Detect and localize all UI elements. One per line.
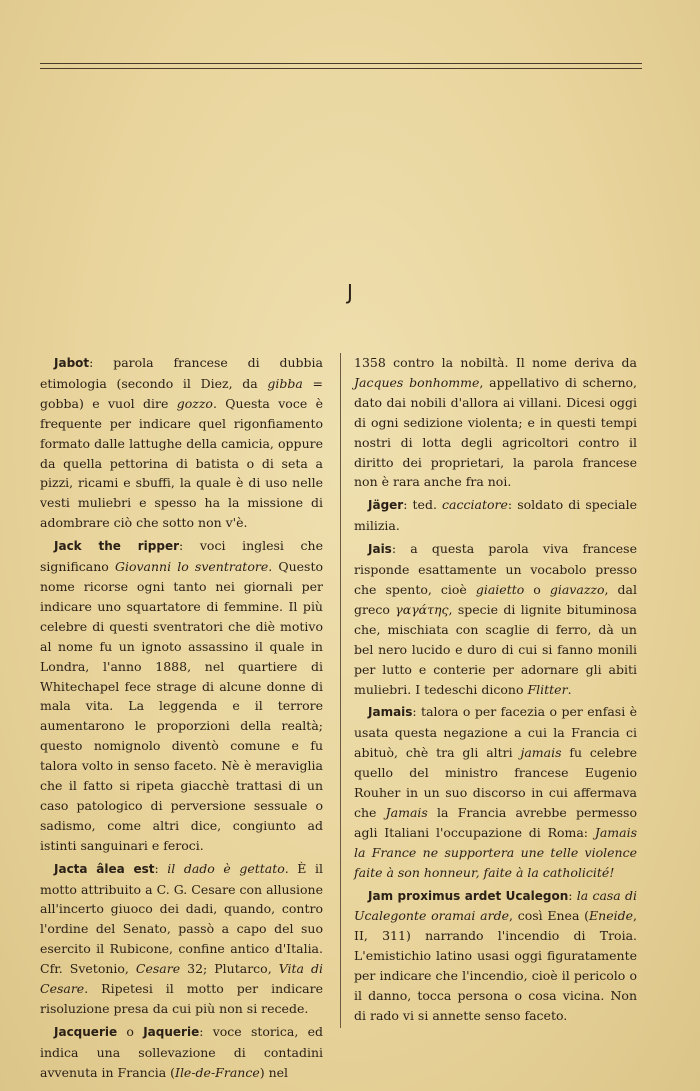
- entry-italic-text: cacciatore: [442, 497, 508, 513]
- dictionary-entry: [40, 1022, 323, 1083]
- entry-headword-variant: Jaquerie: [143, 1024, 200, 1039]
- entry-text: .: [567, 681, 572, 697]
- entry-text: :: [568, 887, 577, 903]
- entry-text: o: [524, 581, 550, 597]
- entry-italic-text: γαγάτης: [395, 601, 449, 617]
- header-rule-bottom: [40, 68, 642, 69]
- entry-text: . Ripetesi il motto per indicare risoluzione presa da cui più non si recede.: [40, 981, 323, 1016]
- entry-italic-text: Cesare: [135, 961, 181, 977]
- entry-text: ) nel: [259, 1064, 289, 1080]
- dictionary-entry: [40, 859, 323, 1019]
- entry-headword: Jack the ripper: [54, 539, 180, 554]
- entry-italic-text: giavazzo: [549, 581, 605, 597]
- entry-italic-text: Eneide: [589, 908, 634, 924]
- left-column: [40, 353, 323, 1086]
- entry-headword: Jacta âlea est: [54, 861, 155, 876]
- entry-headword: Jamais: [368, 705, 413, 720]
- entry-text: . Questo nome ricorse ogni tanto nei giornali per indicare uno squartatore di femmine. Il più celebre di questi sventratori che diè motivo al nome fu un ignoto assassino il quale in Londra, l'anno 1888, nel quartiere di Whitechapel fece strage di alcune donne di mala vita. La leggenda e il terrore aumentarono le proporzioni della realtà; questo nomignolo diventò comune e fu talora volto in senso faceto. Nè è meraviglia che il fatto si ripeta giacchè trattasi di un caso patologico di perversione sessuale o sadismo, come altri dice, congiunto ad istinti sanguinari e feroci.: [40, 559, 323, 853]
- entry-italic-text: il dado è gettato: [167, 860, 285, 876]
- entry-text: : voce storica, ed indica una sollevazione di contadini avvenuta in Francia (: [40, 1023, 323, 1080]
- entry-text: la Francia avrebbe permesso agli Italiani l'occupazione di Roma:: [354, 804, 637, 840]
- entry-italic-text: jamais: [520, 745, 562, 761]
- entry-italic-text: Jamais: [385, 804, 428, 820]
- entry-text: , II, 311) narrando l'incendio di Troia. L'emistichio latino usasi oggi figuratamente per indicare che l'incendio, cioè il pericolo o il danno, tocca persona o cosa vicina. Non di rado vi si annette senso faceto.: [354, 908, 637, 1023]
- entry-headword: Jacquerie: [54, 1024, 118, 1039]
- entry-headword: Jäger: [368, 498, 404, 513]
- entry-text: , dal greco: [354, 581, 637, 617]
- entry-text: , specie di lignite bituminosa che, mischiata con scaglie di ferro, dà un bel nero lucido e duro di cui si fanno monili per lutto e conterie per adornare gli abiti muliebri. I tedeschi dicono: [354, 601, 638, 697]
- entry-text: : voci inglesi che significano: [40, 538, 323, 575]
- entry-text: : talora o per facezia o per enfasi è usata questa negazione a cui la Francia ci abituò, chè tra gli altri: [354, 704, 637, 761]
- dictionary-entry: [354, 886, 637, 1026]
- entry-text: : ted.: [403, 497, 443, 513]
- entry-text: . È il motto attribuito a C. G. Cesare con allusione all'incerto giuoco dei dadi, quando, contro l'ordine del Senato, passò a capo del suo esercito il Rubicone, confine antico d'Italia. Cfr. Svetonio,: [40, 860, 323, 977]
- entry-text: : parola francese di dubbia etimologia (secondo il Diez, da: [40, 355, 323, 391]
- entry-text: :: [154, 860, 168, 876]
- dictionary-entry: [40, 536, 323, 856]
- entry-italic-text: Flitter: [527, 681, 568, 697]
- dictionary-entry: [354, 353, 637, 492]
- entry-italic-text: la casa di Ucalegonte oramai arde: [354, 887, 638, 924]
- header-rule-top: [40, 63, 642, 64]
- entry-headword: Jais: [368, 542, 392, 557]
- entry-text: = gobba) e vuol dire: [40, 375, 323, 411]
- entry-italic-text: Giovanni lo sventratore: [114, 559, 269, 575]
- entry-italic-text: Jamais la France ne supportera une telle violence faite à son honneur, faite à la catholicité!: [354, 824, 637, 880]
- column-divider: [340, 353, 341, 1028]
- entry-headword: Jabot: [54, 356, 90, 370]
- entry-text: fu celebre quello del ministro francese Eugenio Rouher in un suo discorso in cui affermava che: [354, 745, 637, 820]
- entry-text: 32; Plutarco,: [180, 961, 279, 977]
- entry-text: : soldato di speciale milizia.: [354, 497, 638, 534]
- right-column: [354, 353, 637, 1029]
- section-letter: J: [347, 280, 353, 304]
- entry-text: o: [117, 1023, 144, 1039]
- entry-italic-text: gibba: [267, 375, 303, 391]
- entry-italic-text: gozzo: [176, 395, 213, 411]
- entry-italic-text: Ile-de-France: [175, 1064, 260, 1080]
- entry-italic-text: Jacques bonhomme: [354, 374, 480, 390]
- entry-headword: Jam proximus ardet Ucalegon: [368, 888, 569, 903]
- entry-text: : a questa parola viva francese risponde esattamente un vocabolo presso che spento, cioè: [354, 541, 637, 597]
- entry-italic-text: giaietto: [475, 581, 525, 597]
- entry-text: , appellativo di scherno, dato dai nobili d'allora ai villani. Dicesi oggi di ogni sedizione violenta; e in questi tempi nostri di lotta degli agricoltori contro il diritto dei proprietari, la parola francese non è rara anche fra noi.: [354, 374, 637, 490]
- dictionary-entry: [40, 353, 323, 533]
- entry-text: , così Enea (: [508, 908, 590, 924]
- dictionary-entry: [354, 539, 637, 699]
- dictionary-entry: [354, 495, 637, 536]
- entry-text: 1358 contro la nobiltà. Il nome deriva da: [354, 355, 637, 370]
- entry-italic-text: Vita di Cesare: [40, 961, 323, 997]
- entry-text: . Questa voce è frequente per indicare quel rigonfiamento formato dalle lattughe della camicia, oppure da quella pettorina di batista o di seta a pizzi, ricami e sbuffi, la quale è di uso nelle vesti muliebri e spesso ha la missione di adombrare ciò che sotto non v'è.: [40, 395, 323, 531]
- dictionary-entry: [354, 702, 637, 882]
